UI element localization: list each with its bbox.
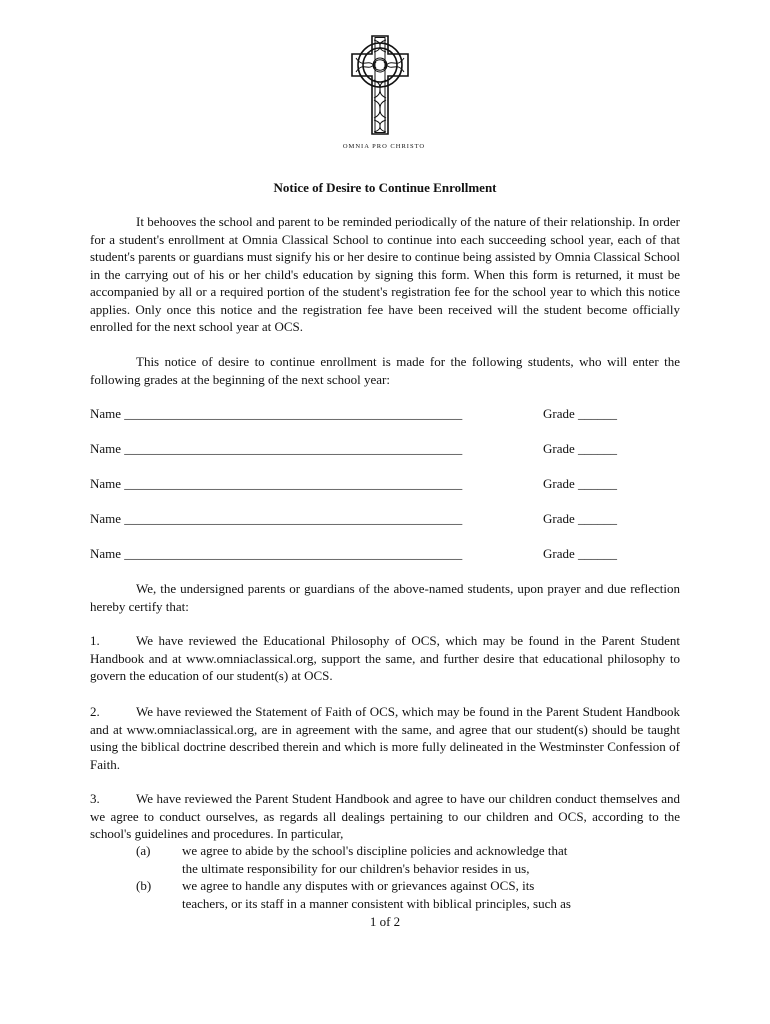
student-grade-field[interactable]: Grade ______ bbox=[543, 546, 618, 561]
student-name-field[interactable]: Name ____________________________________________________ bbox=[90, 476, 463, 491]
student-name-field[interactable]: Name ____________________________________________________ bbox=[90, 546, 463, 561]
page-number: 1 of 2 bbox=[369, 914, 401, 929]
student-line[interactable] bbox=[90, 405, 680, 423]
sub-item-text: the ultimate responsibility for our children's behavior resides in us, bbox=[182, 860, 530, 876]
item-text: We have reviewed the Statement of Faith of OCS, which may be found in the Parent Student Handbook and at www.omniaclassical.org, are in agreement with the same, and agree that our student(s) should be taught using the biblical doctrine described therein and which is more fully delineated in the Westminster Confession of Faith. bbox=[90, 704, 680, 772]
item-text: We have reviewed the Educational Philosophy of OCS, which may be found in the Parent Student Handbook and at www.omniaclassical.org, support the same, and further desire that educational philosophy to govern the education of our student(s) at OCS. bbox=[90, 633, 680, 683]
student-grade-field[interactable]: Grade ______ bbox=[543, 441, 618, 456]
student-name-field[interactable]: Name ____________________________________________________ bbox=[90, 511, 463, 526]
student-line[interactable] bbox=[90, 510, 680, 528]
student-grade-field[interactable]: Grade ______ bbox=[543, 476, 618, 491]
intro-paragraph: It behooves the school and parent to be reminded periodically of the nature of their relationship. In order for a student's enrollment at Omnia Classical School to continue into each succeeding school year, each of that student's parents or guardians must signify his or her desire to continue being assisted by Omnia Classical School in the carrying out of his or her child's education by signing this form. When this form is returned, it must be accompanied by all or a required portion of the student's registration fee for the school year to which this notice applies. Only once this notice and the registration fee have been received will the student become officially enrolled for the next school year at OCS. bbox=[90, 214, 680, 334]
celtic-cross-icon bbox=[346, 34, 414, 138]
item-number: 2. bbox=[90, 704, 100, 719]
student-line[interactable] bbox=[90, 545, 680, 563]
sub-item bbox=[136, 842, 636, 878]
student-line[interactable] bbox=[90, 440, 680, 458]
school-motto: OMNIA PRO CHRISTO bbox=[342, 143, 426, 150]
numbered-item bbox=[90, 632, 680, 685]
sub-item-text: we agree to abide by the school's discipline policies and acknowledge that bbox=[182, 843, 568, 858]
students-paragraph: This notice of desire to continue enrollment is made for the following students, who will enter the following grades at the beginning of the next school year: bbox=[90, 354, 680, 387]
sub-item-label: (a) bbox=[136, 843, 151, 858]
item-number: 1. bbox=[90, 633, 100, 648]
item-number: 3. bbox=[90, 791, 100, 806]
numbered-item bbox=[90, 790, 680, 843]
student-grade-field[interactable]: Grade ______ bbox=[543, 511, 618, 526]
item-text: We have reviewed the Parent Student Handbook and agree to have our children conduct themselves and we agree to conduct ourselves, as regards all dealings pertaining to our children and OCS, according to the school's guidelines and procedures. In particular, bbox=[90, 791, 680, 841]
document-title: Notice of Desire to Continue Enrollment bbox=[273, 180, 497, 195]
certify-paragraph: We, the undersigned parents or guardians of the above-named students, upon prayer and due reflection hereby certify that: bbox=[90, 581, 680, 614]
student-name-field[interactable]: Name ____________________________________________________ bbox=[90, 406, 463, 421]
sub-item-text: we agree to handle any disputes with or grievances against OCS, its bbox=[182, 878, 535, 893]
student-name-field[interactable]: Name ____________________________________________________ bbox=[90, 441, 463, 456]
student-line[interactable] bbox=[90, 475, 680, 493]
sub-item-text: teachers, or its staff in a manner consistent with biblical principles, such as bbox=[182, 895, 571, 911]
student-grade-field[interactable]: Grade ______ bbox=[543, 406, 618, 421]
sub-item-label: (b) bbox=[136, 878, 152, 893]
numbered-item bbox=[90, 703, 680, 773]
sub-item bbox=[136, 877, 636, 913]
